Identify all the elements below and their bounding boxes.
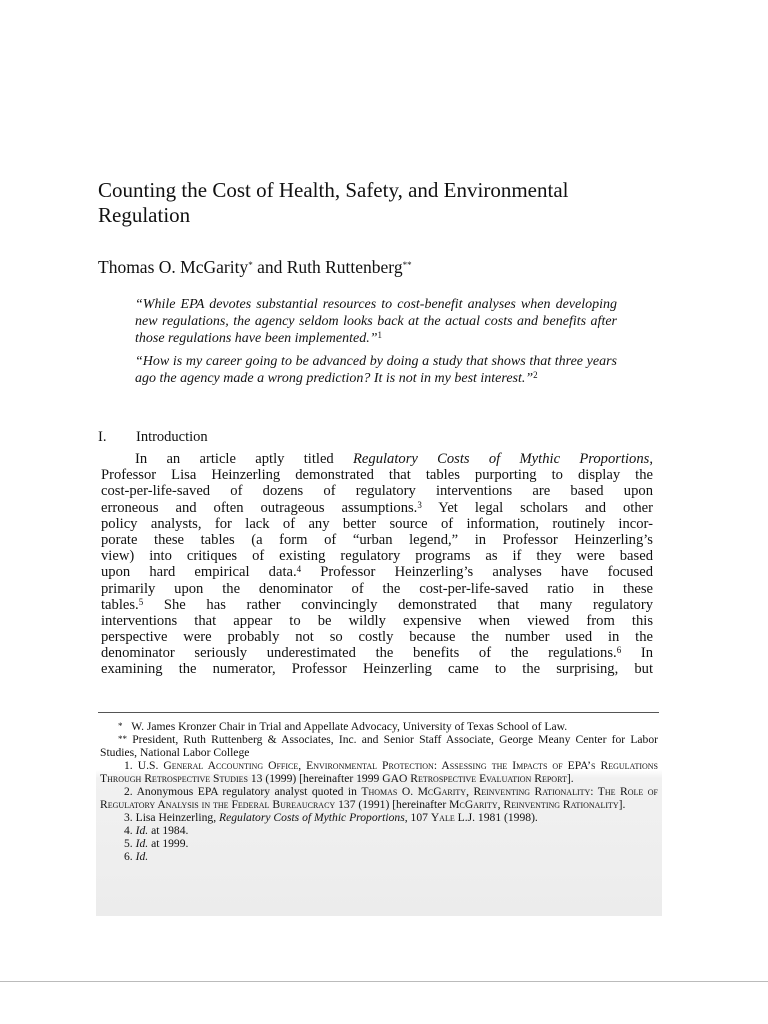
body-line: upon hard empirical data.$^4$ Professor Heinzerling’s analyses have focused xyxy=(101,564,654,581)
body-line: Professor Lisa Heinzerling demonstrated that tables purporting to display the xyxy=(101,467,653,484)
body-line: erroneous and often outrageous assumptions.$^3$ Yet legal scholars and other xyxy=(101,499,653,516)
author-name: Thomas O. McGarity xyxy=(98,257,249,277)
body-line: perspective were probably not so costly because the number used in the xyxy=(101,629,653,646)
footnote-item: 4. Id. at 1984. xyxy=(124,824,189,837)
footnote-item: 6. Id. xyxy=(124,850,149,863)
body-line: view) into critiques of existing regulatory programs as if they were based xyxy=(101,548,653,565)
footnote-item: ** President, Ruth Ruttenberg & Associates, Inc. and Senior Staff Associate, George Meany Center for Labor Studies, National Labor College xyxy=(100,733,658,759)
footnote-item: 2. Anonymous EPA regulatory analyst quoted in Thomas O. McGarity, Reinventing Rationality: The Role of Regulatory Analysis in the Federal Bureaucracy 137 (1991) [hereinafter McGarity, Reinventing Rationality]. xyxy=(100,785,658,811)
footnote-item: 1. U.S. General Accounting Office, Environmental Protection: Assessing the Impacts of EPA’s Regulations Through Retrospective Studies 13 (1999) [hereinafter 1999 GAO Retrospective Evaluation Report]. xyxy=(100,759,658,785)
footnote-item: * W. James Kronzer Chair in Trial and Appellate Advocacy, University of Texas School of Law. xyxy=(118,720,568,733)
footnote-item: 5. Id. at 1999. xyxy=(124,837,189,850)
body-line: In an article aptly titled Regulatory Costs of Mythic Proportions, xyxy=(135,451,653,467)
body-line: primarily upon the denominator of the cost-per-life-saved ratio in these xyxy=(101,580,653,597)
epigraph xyxy=(135,296,617,348)
article-title: Counting the Cost of Health, Safety, and Environmental Regulation xyxy=(98,178,569,227)
footnote-ref[interactable]: 6 xyxy=(616,645,622,656)
footnote-ref[interactable]: 3 xyxy=(417,499,422,510)
footnotes xyxy=(96,716,662,916)
author-line xyxy=(98,256,412,278)
body-line: interventions that appear to be wildly expensive when viewed from this xyxy=(101,612,653,629)
body-line: cost-per-life-saved of dozens of regulatory interventions are based upon xyxy=(101,483,653,500)
body-line: porate these tables (a form of “urban legend,” in Professor Heinzerling’s xyxy=(101,531,653,548)
footnote-ref[interactable]: 2 xyxy=(533,369,538,380)
body-line: examining the numerator, Professor Heinzerling came to the surprising, but xyxy=(101,661,653,678)
section-title: Introduction xyxy=(136,429,208,445)
epigraph xyxy=(135,353,617,387)
footnote-divider xyxy=(98,712,659,713)
footnote-ref[interactable]: 1 xyxy=(377,330,382,341)
epigraph-block xyxy=(135,296,617,387)
footnote-ref[interactable]: 4 xyxy=(296,564,302,575)
footnote-ref[interactable]: 5 xyxy=(138,596,144,607)
body-line: tables.$^5$ She has rather convincingly demonstrated that many regulatory xyxy=(101,596,653,613)
author-name: Ruth Ruttenberg xyxy=(286,257,403,277)
body-line: policy analysts, for lack of any better source of information, routinely incor- xyxy=(101,515,653,532)
footnote-item: 3. Lisa Heinzerling, Regulatory Costs of Mythic Proportions, 107 Yale L.J. 1981 (1998). xyxy=(124,811,538,824)
footnote-mark[interactable]: ** xyxy=(402,260,412,270)
epigraph-text: “While EPA devotes substantial resources to cost-benefit analyses when developing new regulations, the agency seldom looks back at the actual costs and benefits after those regulations have been implemented.” xyxy=(135,297,617,347)
section-heading xyxy=(98,428,208,446)
epigraph-text: “How is my career going to be advanced by doing a study that shows that three years ago the agency made a wrong prediction? It is not in my best interest.” xyxy=(135,353,617,386)
footnote-mark[interactable]: * xyxy=(248,260,253,270)
body-line: denominator seriously underestimated the benefits of the regulations.$^6$ In xyxy=(101,645,653,662)
section-number: I. xyxy=(98,429,107,445)
author-connector: and xyxy=(252,257,287,277)
body-paragraph xyxy=(101,451,653,678)
scan-edge-line xyxy=(0,981,768,982)
